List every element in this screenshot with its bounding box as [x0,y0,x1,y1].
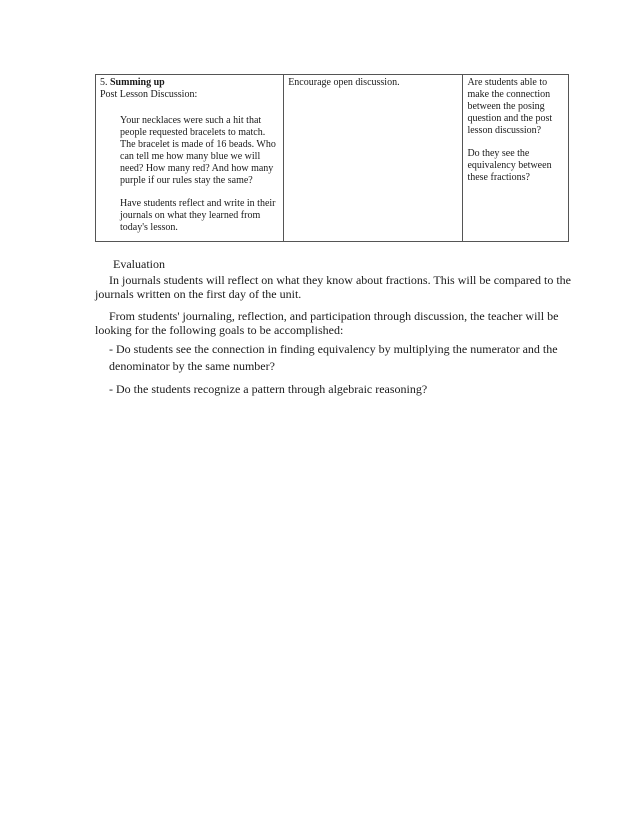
assessment-cell [463,75,568,241]
procedure-cell [96,75,284,241]
evaluation-paragraph-2: From students' journaling, reflection, and participation through discussion, the teacher will be looking for the following goals to be accomplished: [95,309,559,337]
bracelet-question-text: Your necklaces were such a hit that people requested bracelets to match. The bracelet is made of 16 beads. Who can tell me how many blue we will need? How many red? And how many purple if our rules stay the same? [120,115,276,186]
evaluation-paragraph-1: In journals students will reflect on what they know about fractions. This will be compared to the journals written on the first day of the unit. [95,273,572,301]
step-number: 5. [100,77,110,88]
post-lesson-label: Post Lesson Discussion: [100,89,198,100]
journal-instruction-text: Have students reflect and write in their journals on what they learned from today's lesson. [120,198,276,233]
evaluation-heading: Evaluation [113,257,165,271]
goal-item-pattern: - Do the students recognize a pattern through algebraic reasoning? [109,382,428,396]
teacher-action-text: Encourage open discussion. [288,77,400,88]
goal-list [95,341,575,398]
evaluation-section [95,257,575,404]
teacher-action-cell [284,75,463,241]
lesson-plan-table [95,74,569,242]
assessment-question-1: Are students able to make the connection between the posing question and the post lesson discussion? [467,77,553,136]
assessment-question-2: Do they see the equivalency between these fractions? [467,148,552,183]
step-heading [100,77,279,89]
step-title: Summing up [110,77,165,88]
goal-item-equivalency: - Do students see the connection in finding equivalency by multiplying the numerator and the denominator by the same number? [109,342,558,373]
